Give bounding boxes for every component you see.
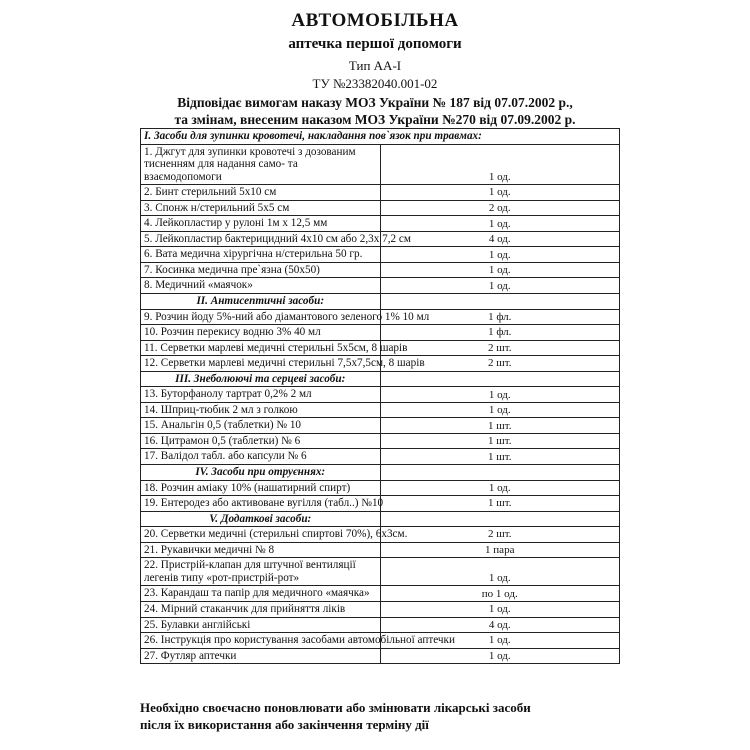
- item-qty: 2 шт.: [380, 340, 620, 356]
- item-name: 16. Цитрамон 0,5 (таблетки) № 6: [141, 433, 381, 449]
- item-qty: 1 од.: [380, 601, 620, 617]
- item-qty: 1 шт.: [380, 496, 620, 512]
- requirement-line-1: Відповідає вимогам наказу МОЗ України № 187 від 07.07.2002 р.,: [177, 95, 573, 110]
- section-title: ІІ. Антисептичні засоби:: [141, 294, 381, 310]
- table-row: [141, 449, 620, 465]
- item-qty: 2 од.: [380, 200, 620, 216]
- item-qty: 4 од.: [380, 231, 620, 247]
- kit-contents-table: [140, 128, 620, 664]
- item-name: 22. Пристрій-клапан для штучної вентиляції легенів типу «рот-пристрій-рот»: [141, 558, 381, 586]
- table-row: [141, 558, 620, 586]
- item-qty: 1 шт.: [380, 418, 620, 434]
- table-row: [141, 200, 620, 216]
- item-name: 3. Спонж н/стерильний 5х5 см: [141, 200, 381, 216]
- section-title: І. Засоби для зупинки кровотечі, накладання пов`язок при травмах:: [141, 129, 620, 145]
- document-title: АВТОМОБІЛЬНА: [291, 10, 459, 31]
- item-name: 9. Розчин йоду 5%-ний або діамантового зеленого 1% 10 мл: [141, 309, 381, 325]
- item-name: 8. Медичний «маячок»: [141, 278, 381, 294]
- section-title: IV. Засоби при отруєннях:: [141, 465, 381, 481]
- footer-line-2: після їх використання або закінчення терміну дії: [140, 716, 429, 732]
- table-row: [141, 356, 620, 372]
- item-qty: 1 од.: [380, 247, 620, 263]
- table-row: [141, 601, 620, 617]
- table-row: [141, 325, 620, 341]
- table-row: [141, 402, 620, 418]
- item-qty: 1 од.: [380, 185, 620, 201]
- table-row: [141, 418, 620, 434]
- item-name: 20. Серветки медичні (стерильні спиртові 70%), 6х3см.: [141, 527, 381, 543]
- footer-note: [140, 700, 640, 734]
- item-name: 5. Лейкопластир бактерицидний 4х10 см або 2,3х 7,2 см: [141, 231, 381, 247]
- item-name: 7. Косинка медична пре`язна (50х50): [141, 262, 381, 278]
- item-name: 2. Бинт стерильний 5х10 см: [141, 185, 381, 201]
- table-row: [141, 542, 620, 558]
- item-name: 23. Карандаш та папір для медичного «маячка»: [141, 586, 381, 602]
- item-name: 6. Вата медична хірургічна н/стерильна 50 гр.: [141, 247, 381, 263]
- item-name: 11. Серветки марлеві медичні стерильні 5х5см, 8 шарів: [141, 340, 381, 356]
- item-name: 24. Мірний стаканчик для прийняття ліків: [141, 601, 381, 617]
- item-qty: 1 од.: [380, 144, 620, 185]
- table-row: [141, 278, 620, 294]
- item-name: 26. Інструкція про користування засобами автомобільної аптечки: [141, 633, 381, 649]
- item-name: 18. Розчин аміаку 10% (нашатирний спирт): [141, 480, 381, 496]
- table-row: [141, 387, 620, 403]
- item-name: 14. Шприц-тюбик 2 мл з голкою: [141, 402, 381, 418]
- item-name: 27. Футляр аптечки: [141, 648, 381, 664]
- item-name: 1. Джгут для зупинки кровотечі з дозованим тисненням для надання само- та взаємодопомоги: [141, 144, 381, 185]
- table-row: [141, 648, 620, 664]
- item-name: 19. Ентеродез або активоване вугілля (табл..) №10: [141, 496, 381, 512]
- table-row: [141, 144, 620, 185]
- section-title: ІІІ. Знеболюючі та серцеві засоби:: [141, 371, 381, 387]
- table-row: [141, 433, 620, 449]
- item-qty: 1 од.: [380, 216, 620, 232]
- table-row: [141, 340, 620, 356]
- item-name: 25. Булавки англійські: [141, 617, 381, 633]
- table-row: [141, 480, 620, 496]
- table-row: [141, 633, 620, 649]
- item-qty: 1 од.: [380, 480, 620, 496]
- section-header-row: [141, 511, 620, 527]
- item-qty: 2 шт.: [380, 527, 620, 543]
- table-row: [141, 496, 620, 512]
- item-name: 15. Анальгін 0,5 (таблетки) № 10: [141, 418, 381, 434]
- item-qty: 1 пара: [380, 542, 620, 558]
- table-row: [141, 247, 620, 263]
- section-header-row: [141, 371, 620, 387]
- item-name: 17. Валідол табл. або капсули № 6: [141, 449, 381, 465]
- item-name: 12. Серветки марлеві медичні стерильні 7,5х7,5см, 8 шарів: [141, 356, 381, 372]
- section-title: V. Додаткові засоби:: [141, 511, 381, 527]
- item-name: 10. Розчин перекису водню 3% 40 мл: [141, 325, 381, 341]
- tech-spec-number: ТУ №23382040.001-02: [312, 76, 438, 91]
- document-subtitle: аптечка першої допомоги: [288, 36, 462, 52]
- item-qty: 1 од.: [380, 387, 620, 403]
- item-qty: 1 од.: [380, 402, 620, 418]
- item-qty: 2 шт.: [380, 356, 620, 372]
- item-qty: 1 од.: [380, 558, 620, 586]
- item-qty: 1 шт.: [380, 449, 620, 465]
- table-row: [141, 586, 620, 602]
- item-qty: 4 од.: [380, 617, 620, 633]
- item-qty: 1 од.: [380, 262, 620, 278]
- item-qty: по 1 од.: [380, 586, 620, 602]
- item-qty: 1 фл.: [380, 309, 620, 325]
- table-row: [141, 617, 620, 633]
- section-header-row: [141, 465, 620, 481]
- table-row: [141, 216, 620, 232]
- item-qty: 1 шт.: [380, 433, 620, 449]
- item-qty: 1 од.: [380, 633, 620, 649]
- item-name: 21. Рукавички медичні № 8: [141, 542, 381, 558]
- section-header-row: [141, 294, 620, 310]
- item-name: 4. Лейкопластир у рулоні 1м х 12,5 мм: [141, 216, 381, 232]
- kit-type: Тип АА-І: [348, 58, 402, 73]
- footer-line-1: Необхідно своєчасно поновлювати або змінювати лікарські засоби: [140, 700, 531, 715]
- item-qty: 1 фл.: [380, 325, 620, 341]
- section-header-row: [141, 129, 620, 145]
- item-qty: 1 од.: [380, 648, 620, 664]
- table-row: [141, 185, 620, 201]
- requirement-line-2: та змінам, внесеним наказом МОЗ України №270 від 07.09.2002 р.: [174, 112, 576, 127]
- table-row: [141, 309, 620, 325]
- item-name: 13. Буторфанолу тартрат 0,2% 2 мл: [141, 387, 381, 403]
- item-qty: 1 од.: [380, 278, 620, 294]
- table-row: [141, 231, 620, 247]
- table-row: [141, 527, 620, 543]
- table-row: [141, 262, 620, 278]
